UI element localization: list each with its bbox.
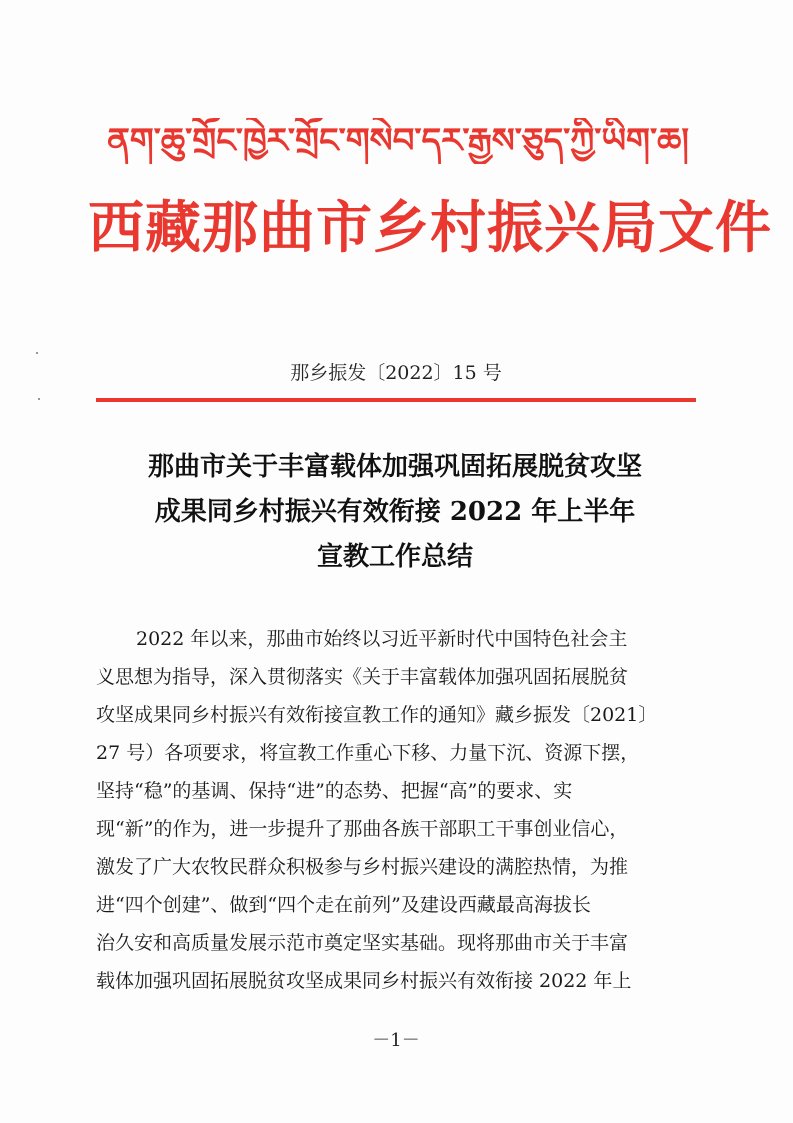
- body-text: [96, 620, 706, 1000]
- scan-speck: [38, 398, 40, 400]
- body-line: 现“新”的作为，进一步提升了那曲各族干部职工干事创业信心，: [96, 818, 629, 840]
- tibetan-org-title: ནག་ཆུ་གྲོང་ཁྱེར་གྲོང་གསེབ་དར་རྒྱས་ཅུད་ཀྱི་ཡིག་ཆ།: [107, 121, 689, 161]
- body-line: 治久安和高质量发展示范市奠定坚实基础。现将那曲市关于丰富: [96, 932, 629, 954]
- body-line: 27 号）各项要求，将宣教工作重心下移、力量下沉、资源下摆，: [96, 742, 640, 764]
- document-number: 那乡振发〔2022〕15 号: [290, 362, 502, 384]
- title-line: 那曲市关于丰富载体加强巩固拓展脱贫攻坚: [147, 452, 642, 482]
- page-number: －1－: [372, 1030, 420, 1051]
- scan-speck: [36, 352, 38, 354]
- body-line: 激发了广大农牧民群众积极参与乡村振兴建设的满腔热情，为推: [96, 856, 629, 878]
- org-title: 西藏那曲市乡村振兴局文件: [88, 195, 772, 261]
- red-divider-line: [96, 398, 696, 402]
- body-line: 坚持“稳”的基调、保持“进”的态势、把握“高”的要求、实: [96, 780, 573, 802]
- document-title: [80, 445, 710, 580]
- title-line: 宣教工作总结: [316, 542, 473, 572]
- body-line: 攻坚成果同乡村振兴有效衔接宣教工作的通知》藏乡振发〔2021〕: [96, 704, 658, 726]
- body-line: 2022 年以来，那曲市始终以习近平新时代中国特色社会主: [136, 628, 628, 650]
- title-line: 成果同乡村振兴有效衔接 2022 年上半年: [154, 497, 636, 527]
- body-line: 载体加强巩固拓展脱贫攻坚成果同乡村振兴有效衔接 2022 年上: [96, 970, 632, 992]
- body-line: 义思想为指导，深入贯彻落实《关于丰富载体加强巩固拓展脱贫: [96, 666, 629, 688]
- body-line: 进“四个创建”、做到“四个走在前列”及建设西藏最高海拔长: [96, 894, 591, 916]
